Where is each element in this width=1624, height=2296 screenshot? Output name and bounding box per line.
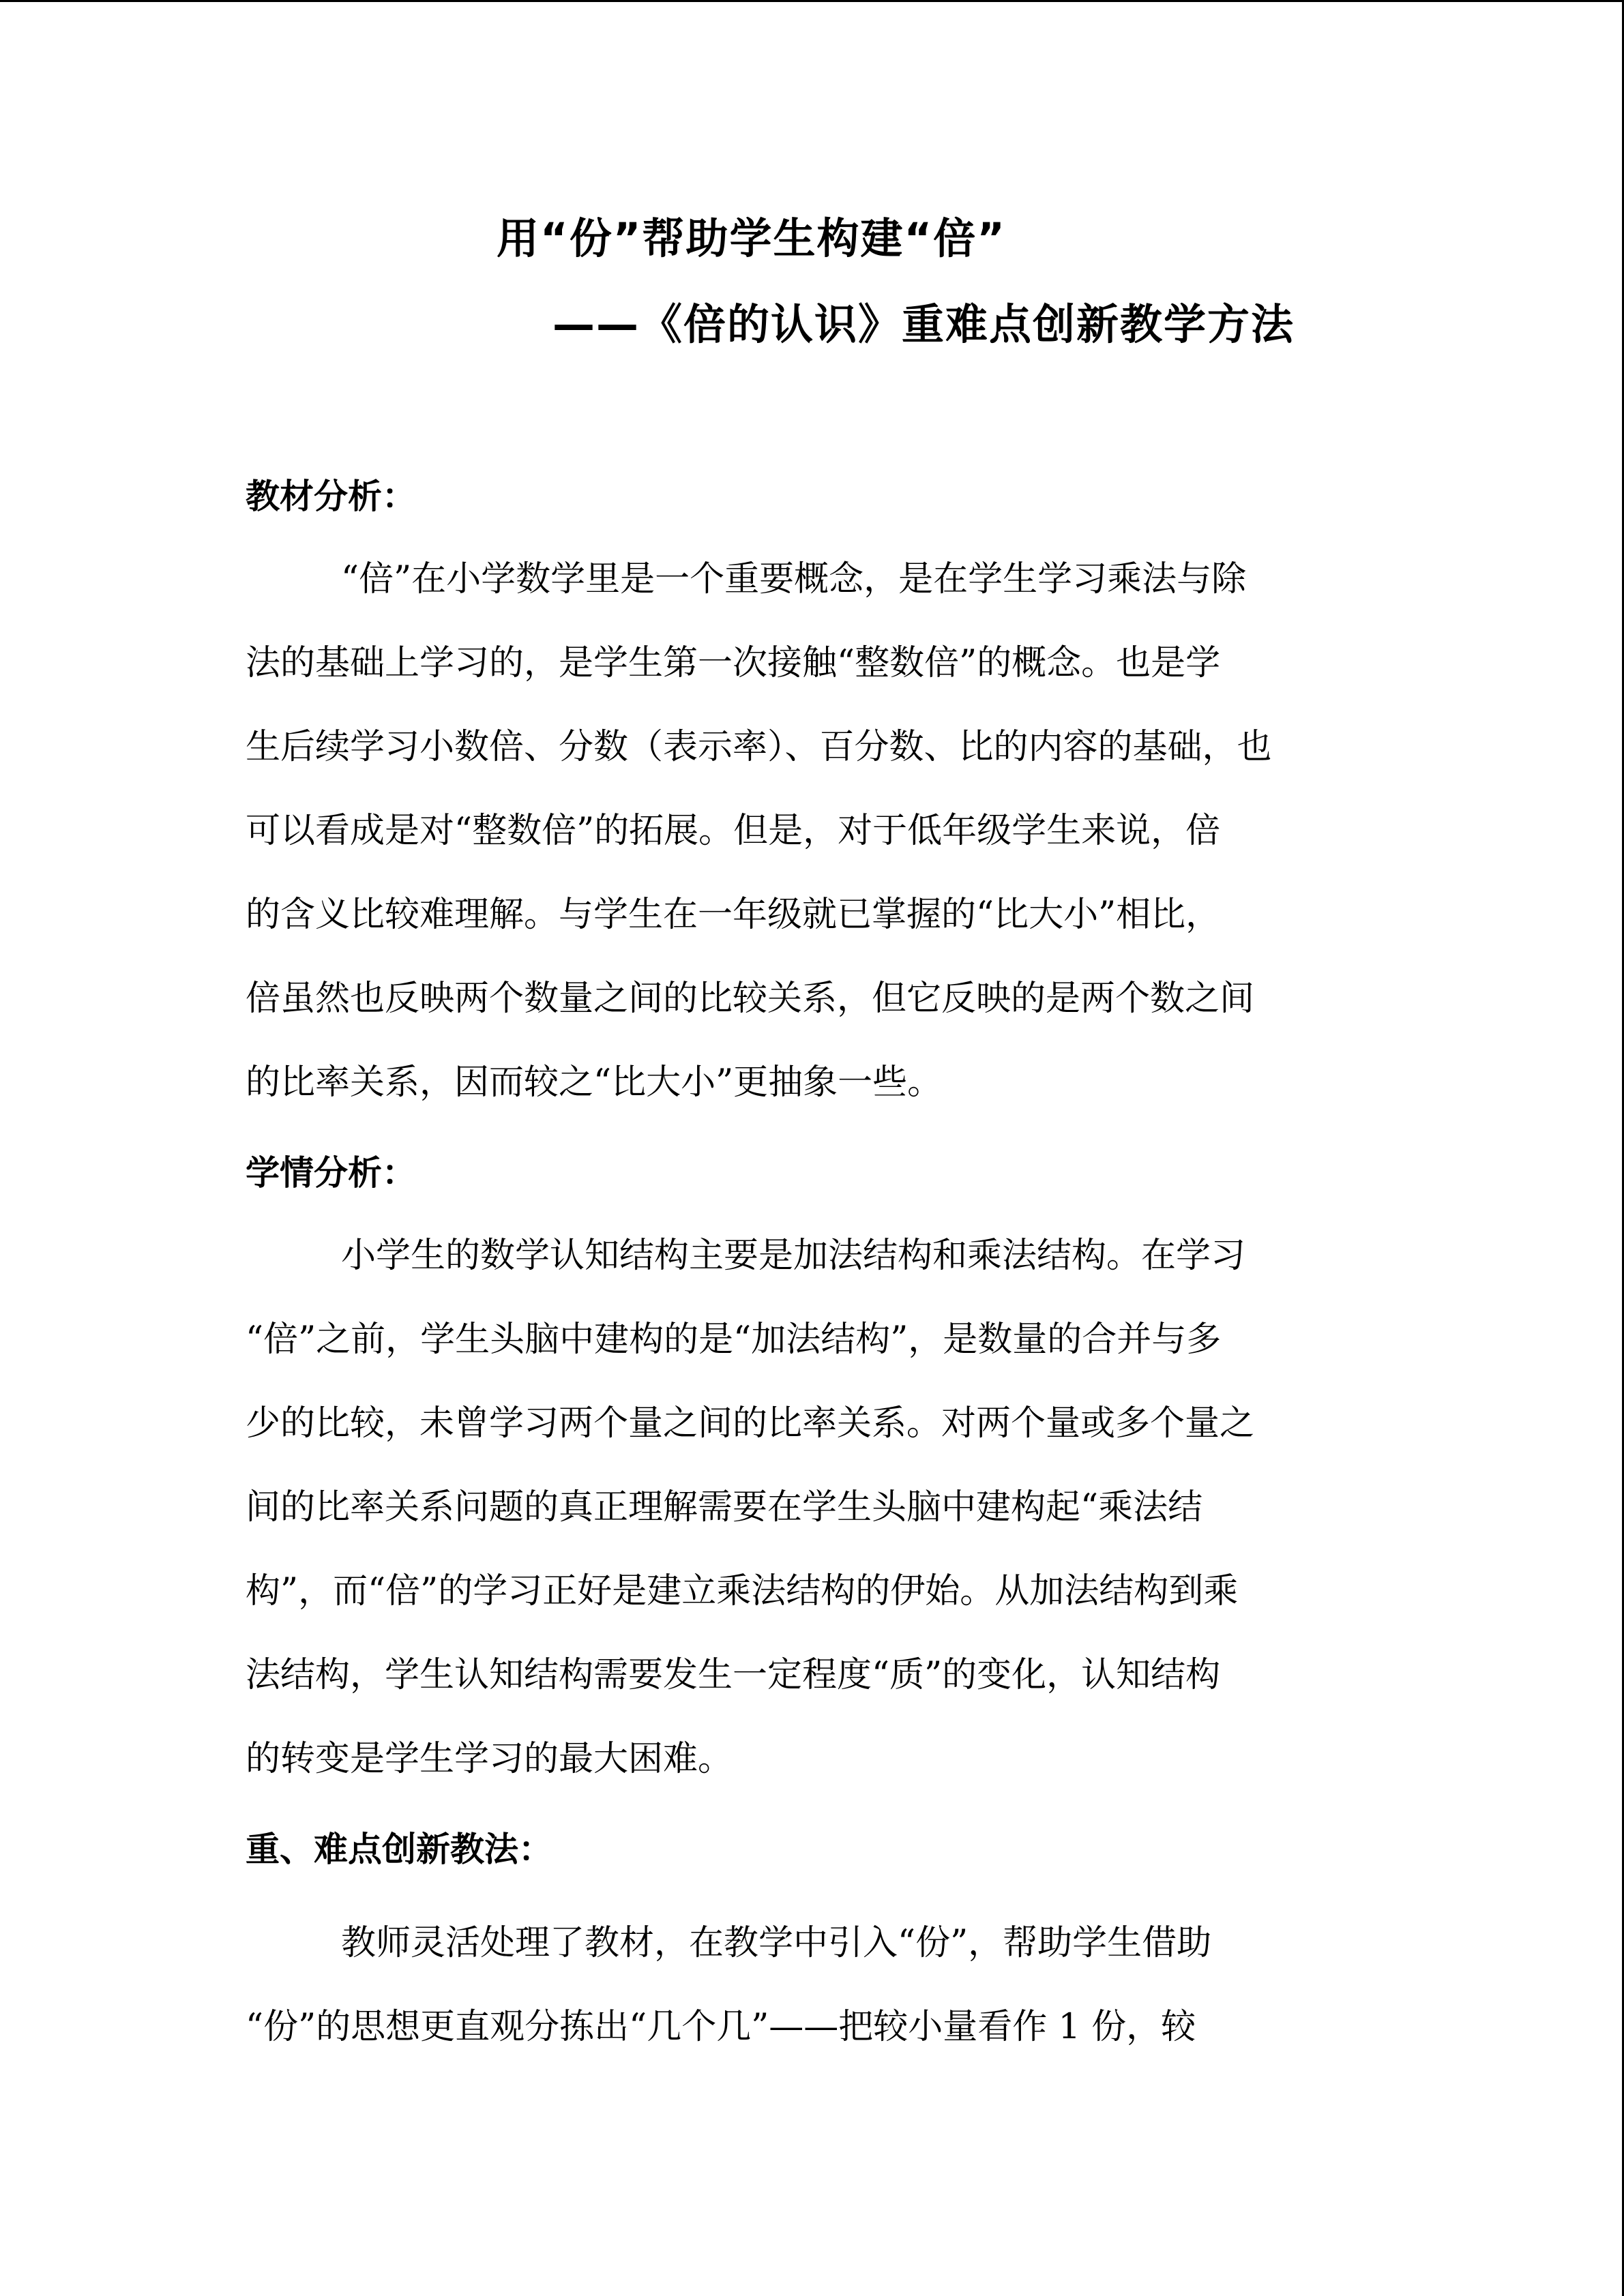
paragraph-line: “倍”在小学数学里是一个重要概念，是在学生学习乘法与除 <box>341 559 1247 599</box>
paragraph-line: 法的基础上学习的，是学生第一次接触“整数倍”的概念。也是学 <box>246 643 1221 683</box>
paragraph-line: 构”，而“倍”的学习正好是建立乘法结构的伊始。从加法结构到乘 <box>246 1571 1239 1611</box>
paragraph-line: 教师灵活处理了教材，在教学中引入“份”，帮助学生借助 <box>341 1923 1212 1963</box>
paragraph-line: 少的比较，未曾学习两个量之间的比率关系。对两个量或多个量之 <box>246 1403 1255 1444</box>
section-heading-key-difficulty-methods: 重、难点创新教法： <box>246 1830 552 1869</box>
document-title: 用“份”帮助学生构建“倍” <box>497 213 1006 263</box>
section-heading-learner-analysis: 学情分析： <box>246 1153 416 1193</box>
paragraph-line: 法结构，学生认知结构需要发生一定程度“质”的变化，认知结构 <box>246 1655 1221 1695</box>
paragraph-line: 倍虽然也反映两个数量之间的比较关系，但它反映的是两个数之间 <box>246 979 1255 1019</box>
paragraph-line: 的含义比较难理解。与学生在一年级就已掌握的“比大小”相比， <box>246 895 1221 935</box>
paragraph-line: 的比率关系，因而较之“比大小”更抽象一些。 <box>246 1062 943 1103</box>
paragraph-line: 可以看成是对“整数倍”的拓展。但是，对于低年级学生来说，倍 <box>246 811 1221 851</box>
top-border <box>0 0 1624 2</box>
paragraph-line: 的转变是学生学习的最大困难。 <box>246 1739 733 1779</box>
paragraph-line: 间的比率关系问题的真正理解需要在学生头脑中建构起“乘法结 <box>246 1487 1203 1527</box>
section-heading-textbook-analysis: 教材分析： <box>246 477 416 516</box>
document-subtitle: ——《倍的认识》重难点创新教学方法 <box>552 299 1295 349</box>
paragraph-line: 生后续学习小数倍、分数（表示率）、百分数、比的内容的基础，也 <box>246 727 1272 767</box>
paragraph-line: “份”的思想更直观分拣出“几个几”——把较小量看作 1 份，较 <box>246 2007 1196 2047</box>
paragraph-line: 小学生的数学认知结构主要是加法结构和乘法结构。在学习 <box>341 1236 1246 1276</box>
paragraph-line: “倍”之前，学生头脑中建构的是“加法结构”，是数量的合并与多 <box>246 1320 1222 1360</box>
